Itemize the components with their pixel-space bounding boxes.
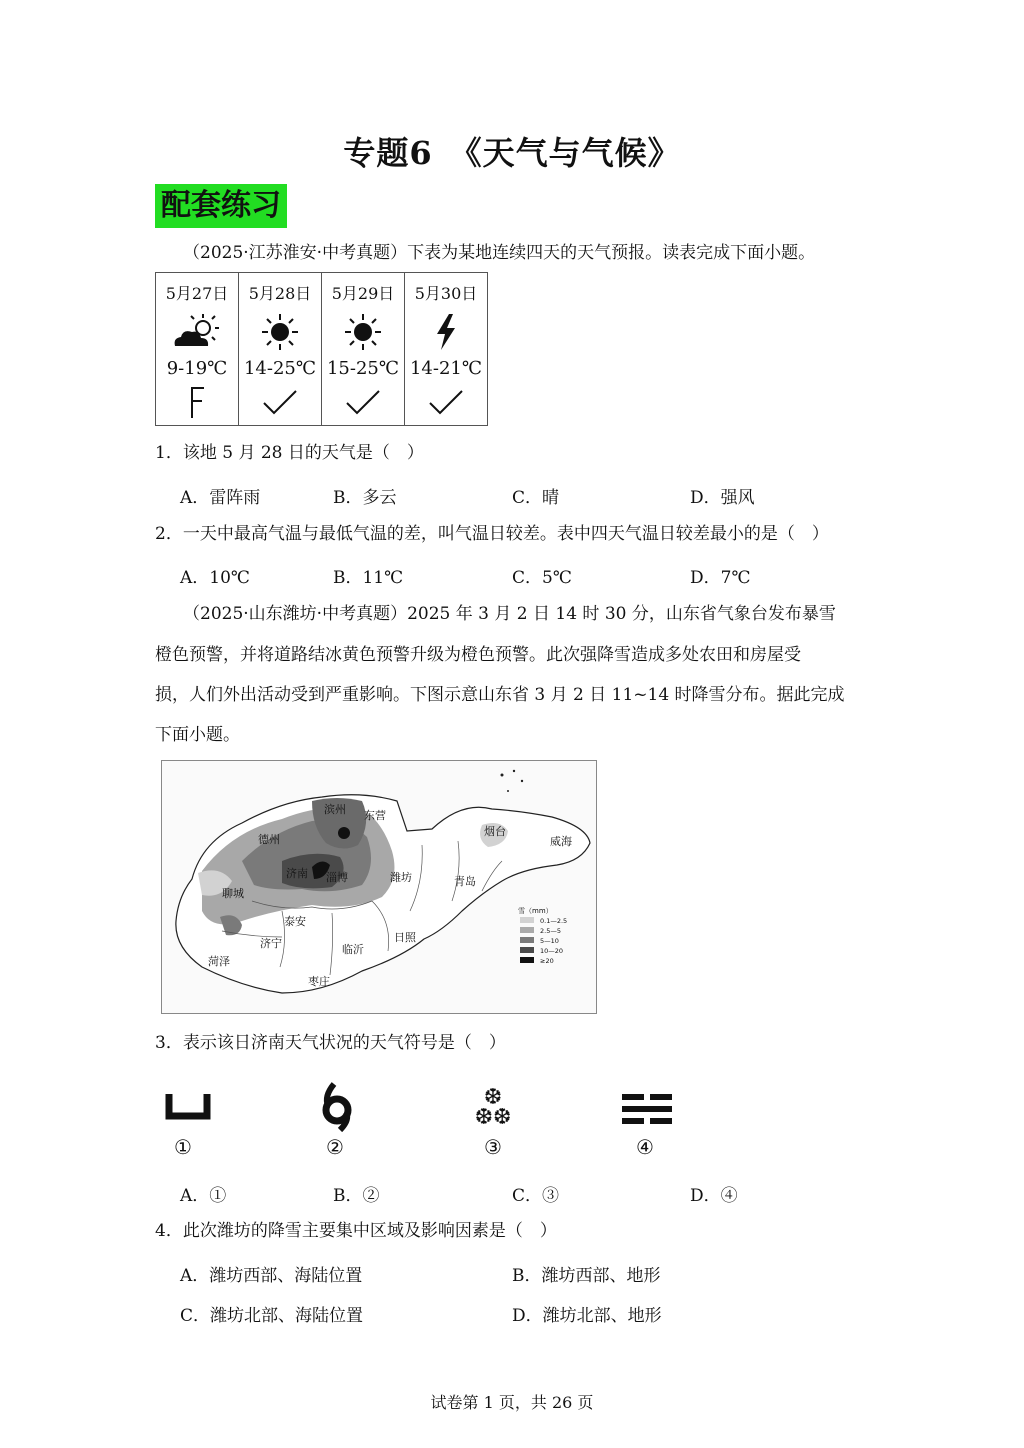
city-label: 枣庄 bbox=[308, 975, 330, 988]
legend-swatch bbox=[520, 937, 534, 943]
q2-option-a[interactable]: A．10℃ bbox=[180, 568, 250, 588]
q4-option-d[interactable]: D．潍坊北部、地形 bbox=[512, 1306, 662, 1326]
intro-2-line-2: 橙色预警，并将道路结冰黄色预警升级为橙色预警。此次强降雪造成多处农田和房屋受 bbox=[155, 645, 801, 665]
typhoon-symbol-icon bbox=[320, 1082, 354, 1132]
symbol-label: ③ bbox=[484, 1135, 502, 1159]
city-label: 东营 bbox=[364, 809, 386, 822]
forecast-temp: 15-25℃ bbox=[326, 358, 400, 379]
q3-option-c[interactable]: C．③ bbox=[512, 1186, 560, 1206]
city-label: 临沂 bbox=[342, 943, 364, 956]
city-label: 烟台 bbox=[484, 825, 506, 838]
city-label: 聊城 bbox=[222, 887, 244, 900]
legend-swatch bbox=[520, 917, 534, 923]
city-label: 德州 bbox=[258, 833, 280, 846]
city-label: 潍坊 bbox=[390, 871, 412, 884]
forecast-cell bbox=[322, 273, 405, 426]
wind-symbol-check bbox=[426, 385, 466, 419]
forecast-temp: 9-19℃ bbox=[166, 358, 228, 379]
q3-option-b[interactable]: B．② bbox=[333, 1186, 380, 1206]
q2-option-d[interactable]: D．7℃ bbox=[690, 568, 751, 588]
wind-symbol-check bbox=[343, 385, 383, 419]
forecast-table bbox=[155, 272, 488, 426]
city-label: 日照 bbox=[394, 931, 416, 944]
symbol-label: ① bbox=[174, 1135, 192, 1159]
q1-option-b[interactable]: B．多云 bbox=[333, 488, 397, 508]
wind-symbol-check bbox=[260, 385, 300, 419]
city-label: 淄博 bbox=[326, 871, 348, 884]
legend-title: 雪（mm） bbox=[518, 907, 553, 915]
wind-symbol-F bbox=[182, 385, 212, 419]
legend-label: 10—20 bbox=[540, 947, 564, 955]
legend-swatch bbox=[520, 927, 534, 933]
sun-icon bbox=[258, 312, 302, 352]
q4-option-c[interactable]: C．潍坊北部、海陆位置 bbox=[180, 1306, 364, 1326]
q1-option-a[interactable]: A．雷阵雨 bbox=[180, 488, 261, 508]
city-label: 滨州 bbox=[324, 803, 346, 816]
legend-label: ≥20 bbox=[540, 957, 554, 965]
forecast-cell bbox=[239, 273, 322, 426]
q2-option-b[interactable]: B．11℃ bbox=[333, 568, 404, 588]
symbol-label: ④ bbox=[636, 1135, 654, 1159]
snow-symbol-icon: ❆ ❆❆ bbox=[474, 1085, 512, 1130]
fog-symbol-icon bbox=[165, 1090, 213, 1122]
symbol-label: ② bbox=[326, 1135, 344, 1159]
legend-label: 0.1—2.5 bbox=[540, 917, 568, 925]
forecast-date: 5月30日 bbox=[414, 284, 478, 303]
thunder-icon bbox=[431, 312, 461, 352]
q4-option-b[interactable]: B．潍坊西部、地形 bbox=[512, 1266, 661, 1286]
forecast-cell bbox=[156, 273, 239, 426]
forecast-date: 5月27日 bbox=[165, 284, 229, 303]
haze-symbol-icon bbox=[622, 1094, 672, 1126]
city-label: 菏泽 bbox=[208, 955, 230, 968]
q3-option-d[interactable]: D．④ bbox=[690, 1186, 738, 1206]
page-title: 专题6 《天气与气候》 bbox=[343, 134, 681, 172]
forecast-date: 5月28日 bbox=[248, 284, 312, 303]
section-tag: 配套练习 bbox=[155, 184, 287, 228]
city-label: 济宁 bbox=[260, 937, 282, 950]
snowfall-map bbox=[161, 760, 597, 1014]
q1-option-c[interactable]: C．晴 bbox=[512, 488, 560, 508]
forecast-cell bbox=[405, 273, 488, 426]
forecast-temp: 14-25℃ bbox=[243, 358, 317, 379]
page-footer: 试卷第 1 页，共 26 页 bbox=[430, 1393, 594, 1412]
question-1-stem: 1．该地 5 月 28 日的天气是（ ） bbox=[155, 443, 424, 463]
question-4-stem: 4．此次潍坊的降雪主要集中区域及影响因素是（ ） bbox=[155, 1221, 557, 1241]
legend-swatch bbox=[520, 957, 534, 963]
intro-2-line-4: 下面小题。 bbox=[155, 725, 240, 745]
question-2-stem: 2．一天中最高气温与最低气温的差，叫气温日较差。表中四天气温日较差最小的是（ ） bbox=[155, 524, 829, 544]
city-label: 济南 bbox=[286, 867, 308, 880]
q2-option-c[interactable]: C．5℃ bbox=[512, 568, 572, 588]
city-label: 威海 bbox=[550, 835, 572, 848]
city-label: 青岛 bbox=[454, 875, 476, 888]
legend-label: 5—10 bbox=[540, 937, 559, 945]
partly-cloudy-icon bbox=[169, 312, 225, 352]
q1-option-d[interactable]: D．强风 bbox=[690, 488, 755, 508]
map-legend bbox=[518, 906, 567, 965]
legend-label: 2.5—5 bbox=[540, 927, 561, 935]
question-3-stem: 3．表示该日济南天气状况的天气符号是（ ） bbox=[155, 1033, 506, 1053]
intro-2-line-3: 损，人们外出活动受到严重影响。下图示意山东省 3 月 2 日 11~14 时降雪分布。据此完成 bbox=[155, 685, 845, 705]
intro-paragraph-1: （2025·江苏淮安·中考真题）下表为某地连续四天的天气预报。读表完成下面小题。 bbox=[183, 243, 816, 263]
city-label: 泰安 bbox=[284, 915, 306, 928]
q3-option-a[interactable]: A．① bbox=[180, 1186, 227, 1206]
legend-swatch bbox=[520, 947, 534, 953]
forecast-temp: 14-21℃ bbox=[409, 358, 483, 379]
sun-icon bbox=[341, 312, 385, 352]
q4-option-a[interactable]: A．潍坊西部、海陆位置 bbox=[180, 1266, 363, 1286]
forecast-date: 5月29日 bbox=[331, 284, 395, 303]
intro-2-line-1: （2025·山东潍坊·中考真题）2025 年 3 月 2 日 14 时 30 分，山东省气象台发布暴雪 bbox=[183, 604, 836, 624]
